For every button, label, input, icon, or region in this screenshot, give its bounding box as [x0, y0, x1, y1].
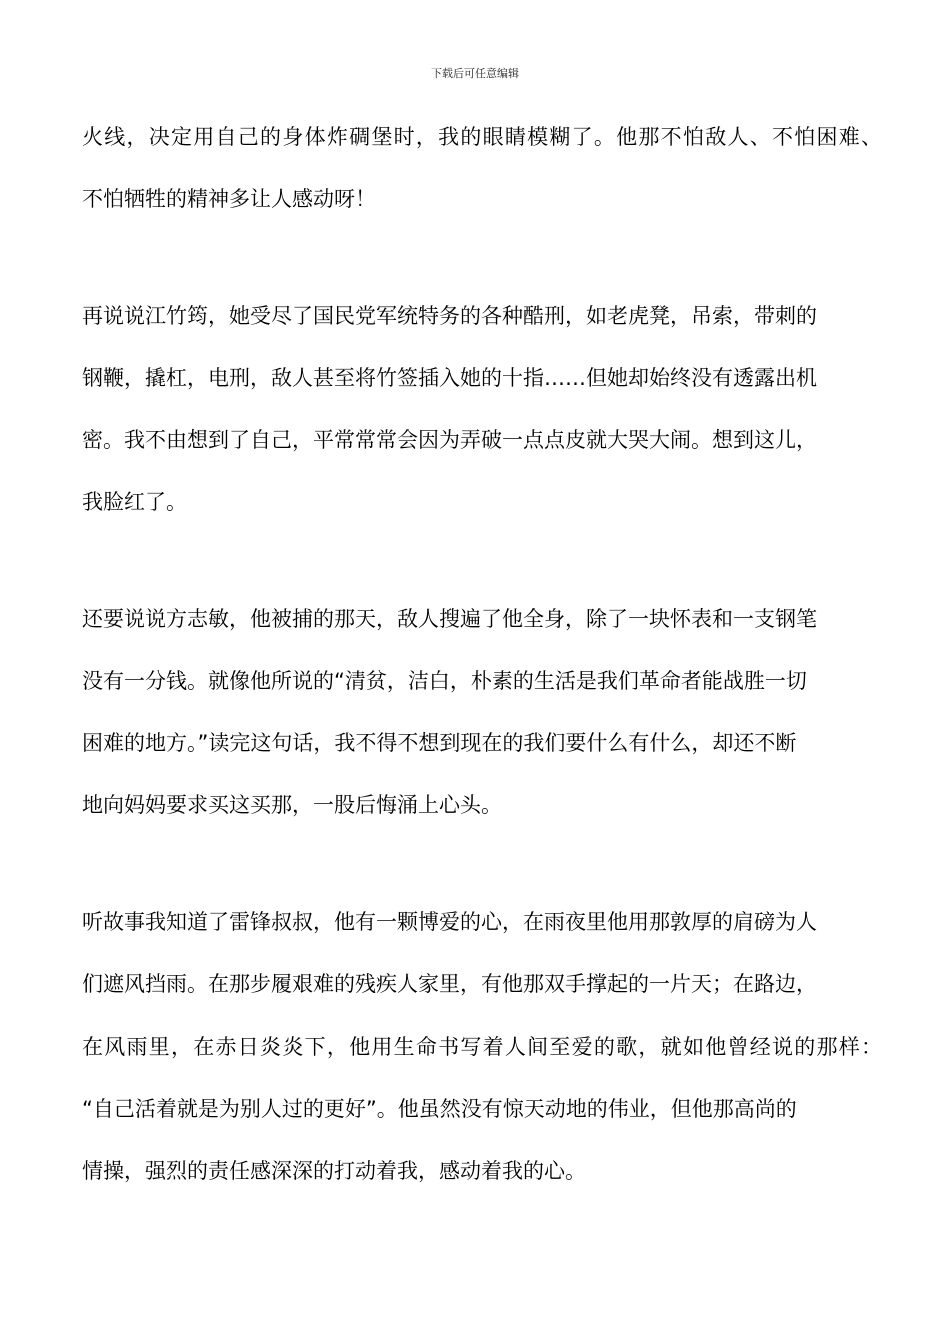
text-line: 再说说江竹筠，她受尽了国民党军统特务的各种酷刑，如老虎凳，吊索，带刺的 [82, 304, 817, 328]
text-line: 困难的地方。”读完这句话，我不得不想到现在的我们要什么有什么，却还不断 [82, 731, 797, 755]
text-line: 情操，强烈的责任感深深的打动着我，感动着我的心。 [82, 1159, 586, 1183]
text-line: 听故事我知道了雷锋叔叔，他有一颗博爱的心，在雨夜里他用那敦厚的肩磅为人 [82, 910, 817, 934]
text-line: 没有一分钱。就像他所说的“清贫，洁白，朴素的生活是我们革命者能战胜一切 [82, 669, 807, 693]
text-line: 在风雨里，在赤日炎炎下，他用生命书写着人间至爱的歌，就如他曾经说的那样： [82, 1035, 882, 1059]
page-header-note: 下载后可任意编辑 [431, 67, 519, 80]
text-line: 密。我不由想到了自己，平常常常会因为弄破一点点皮就大哭大闹。想到这儿， [82, 428, 817, 452]
text-line: 我脸红了。 [82, 490, 187, 514]
text-line: 火线，决定用自己的身体炸碉堡时，我的眼睛模糊了。他那不怕敌人、不怕困难、 [82, 125, 882, 149]
text-line: 还要说说方志敏，他被捕的那天，敌人搜遍了他全身，除了一块怀表和一支钢笔 [82, 607, 817, 631]
text-line: 们遮风挡雨。在那步履艰难的残疾人家里，有他那双手撑起的一片天；在路边， [82, 972, 817, 996]
text-line: 地向妈妈要求买这买那，一股后悔涌上心头。 [82, 793, 502, 817]
text-line: 钢鞭，撬杠，电刑，敌人甚至将竹签插入她的十指……但她却始终没有透露出机 [82, 366, 817, 390]
text-line: “自己活着就是为别人过的更好”。他虽然没有惊天动地的伟业，但他那高尚的 [82, 1097, 797, 1121]
text-line: 不怕牺牲的精神多让人感动呀！ [82, 187, 376, 211]
